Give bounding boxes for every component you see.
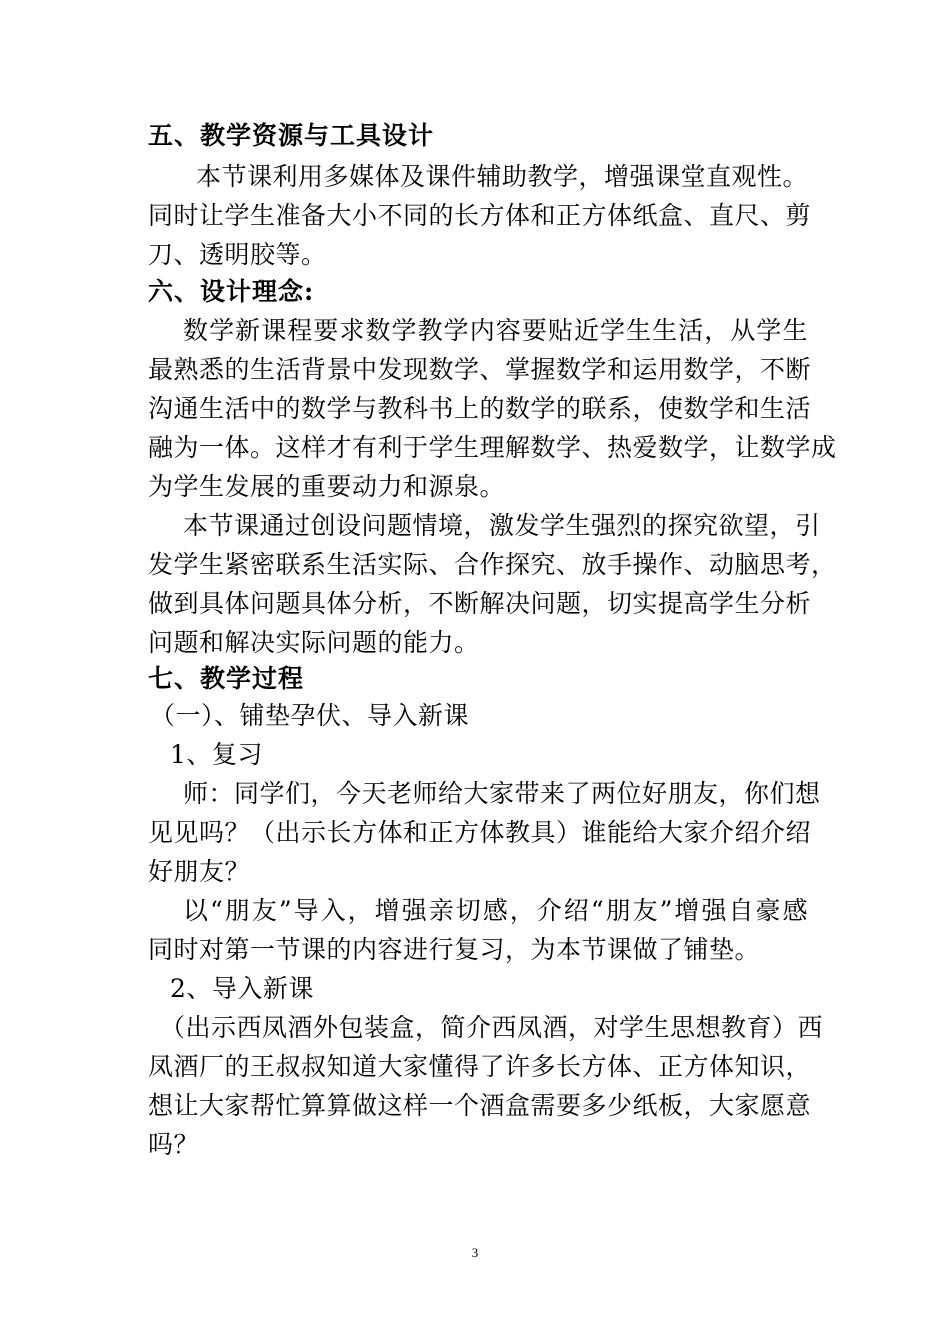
paragraph-line: 吗？ <box>148 1130 200 1159</box>
paragraph-line: 问题和解决实际问题的能力。 <box>148 628 480 657</box>
paragraph-line: 以“朋友”导入，增强亲切感，介绍“朋友”增强自豪感 <box>183 896 808 925</box>
list-item-heading: 1、复习 <box>170 740 263 769</box>
page-number: 3 <box>471 1245 479 1260</box>
section-heading-design-concept: 六、设计理念: <box>148 277 315 306</box>
paragraph-line: 数学新课程要求数学教学内容要贴近学生生活，从学生 <box>183 316 808 345</box>
subsection-heading: （一）、铺垫孕伏、导入新课 <box>150 701 470 730</box>
paragraph-line: 想让大家帮忙算算做这样一个酒盒需要多少纸板，大家愿意 <box>148 1091 812 1120</box>
paragraph-line: 最熟悉的生活背景中发现数学、掌握数学和运用数学，不断 <box>148 355 812 384</box>
paragraph-line: 刀、透明胶等。 <box>148 240 327 269</box>
paragraph-line: 发学生紧密联系生活实际、合作探究、放手操作、动脑思考， <box>148 550 837 579</box>
paragraph-line: 好朋友？ <box>148 857 251 886</box>
paragraph-line: 做到具体问题具体分析，不断解决问题，切实提高学生分析 <box>148 589 812 618</box>
paragraph-line: 为学生发展的重要动力和源泉。 <box>148 472 506 501</box>
paragraph-line: 沟通生活中的数学与教科书上的数学的联系，使数学和生活 <box>148 394 812 423</box>
paragraph-line: 同时对第一节课的内容进行复习，为本节课做了铺垫。 <box>148 935 761 964</box>
paragraph-line: 凤酒厂的王叔叔知道大家懂得了许多长方体、正方体知识， <box>148 1052 812 1081</box>
paragraph-line: 同时让学生准备大小不同的长方体和正方体纸盒、直尺、剪 <box>148 201 812 230</box>
paragraph-line: （出示西凤酒外包装盒，简介西凤酒，对学生思想教育）西 <box>160 1013 824 1042</box>
paragraph-line: 本节课利用多媒体及课件辅助教学，增强课堂直观性。 <box>196 162 809 191</box>
section-heading-teaching-process: 七、教学过程 <box>148 664 305 693</box>
paragraph-line: 本节课通过创设问题情境，激发学生强烈的探究欲望，引 <box>183 511 821 540</box>
paragraph-line: 融为一体。这样才有利于学生理解数学、热爱数学，让数学成 <box>148 433 837 462</box>
section-heading-resources: 五、教学资源与工具设计 <box>148 121 435 150</box>
list-item-heading: 2、导入新课 <box>170 974 314 1003</box>
paragraph-line: 师：同学们，今天老师给大家带来了两位好朋友，你们想 <box>183 779 821 808</box>
paragraph-line: 见见吗？（出示长方体和正方体教具）谁能给大家介绍介绍 <box>148 818 812 847</box>
